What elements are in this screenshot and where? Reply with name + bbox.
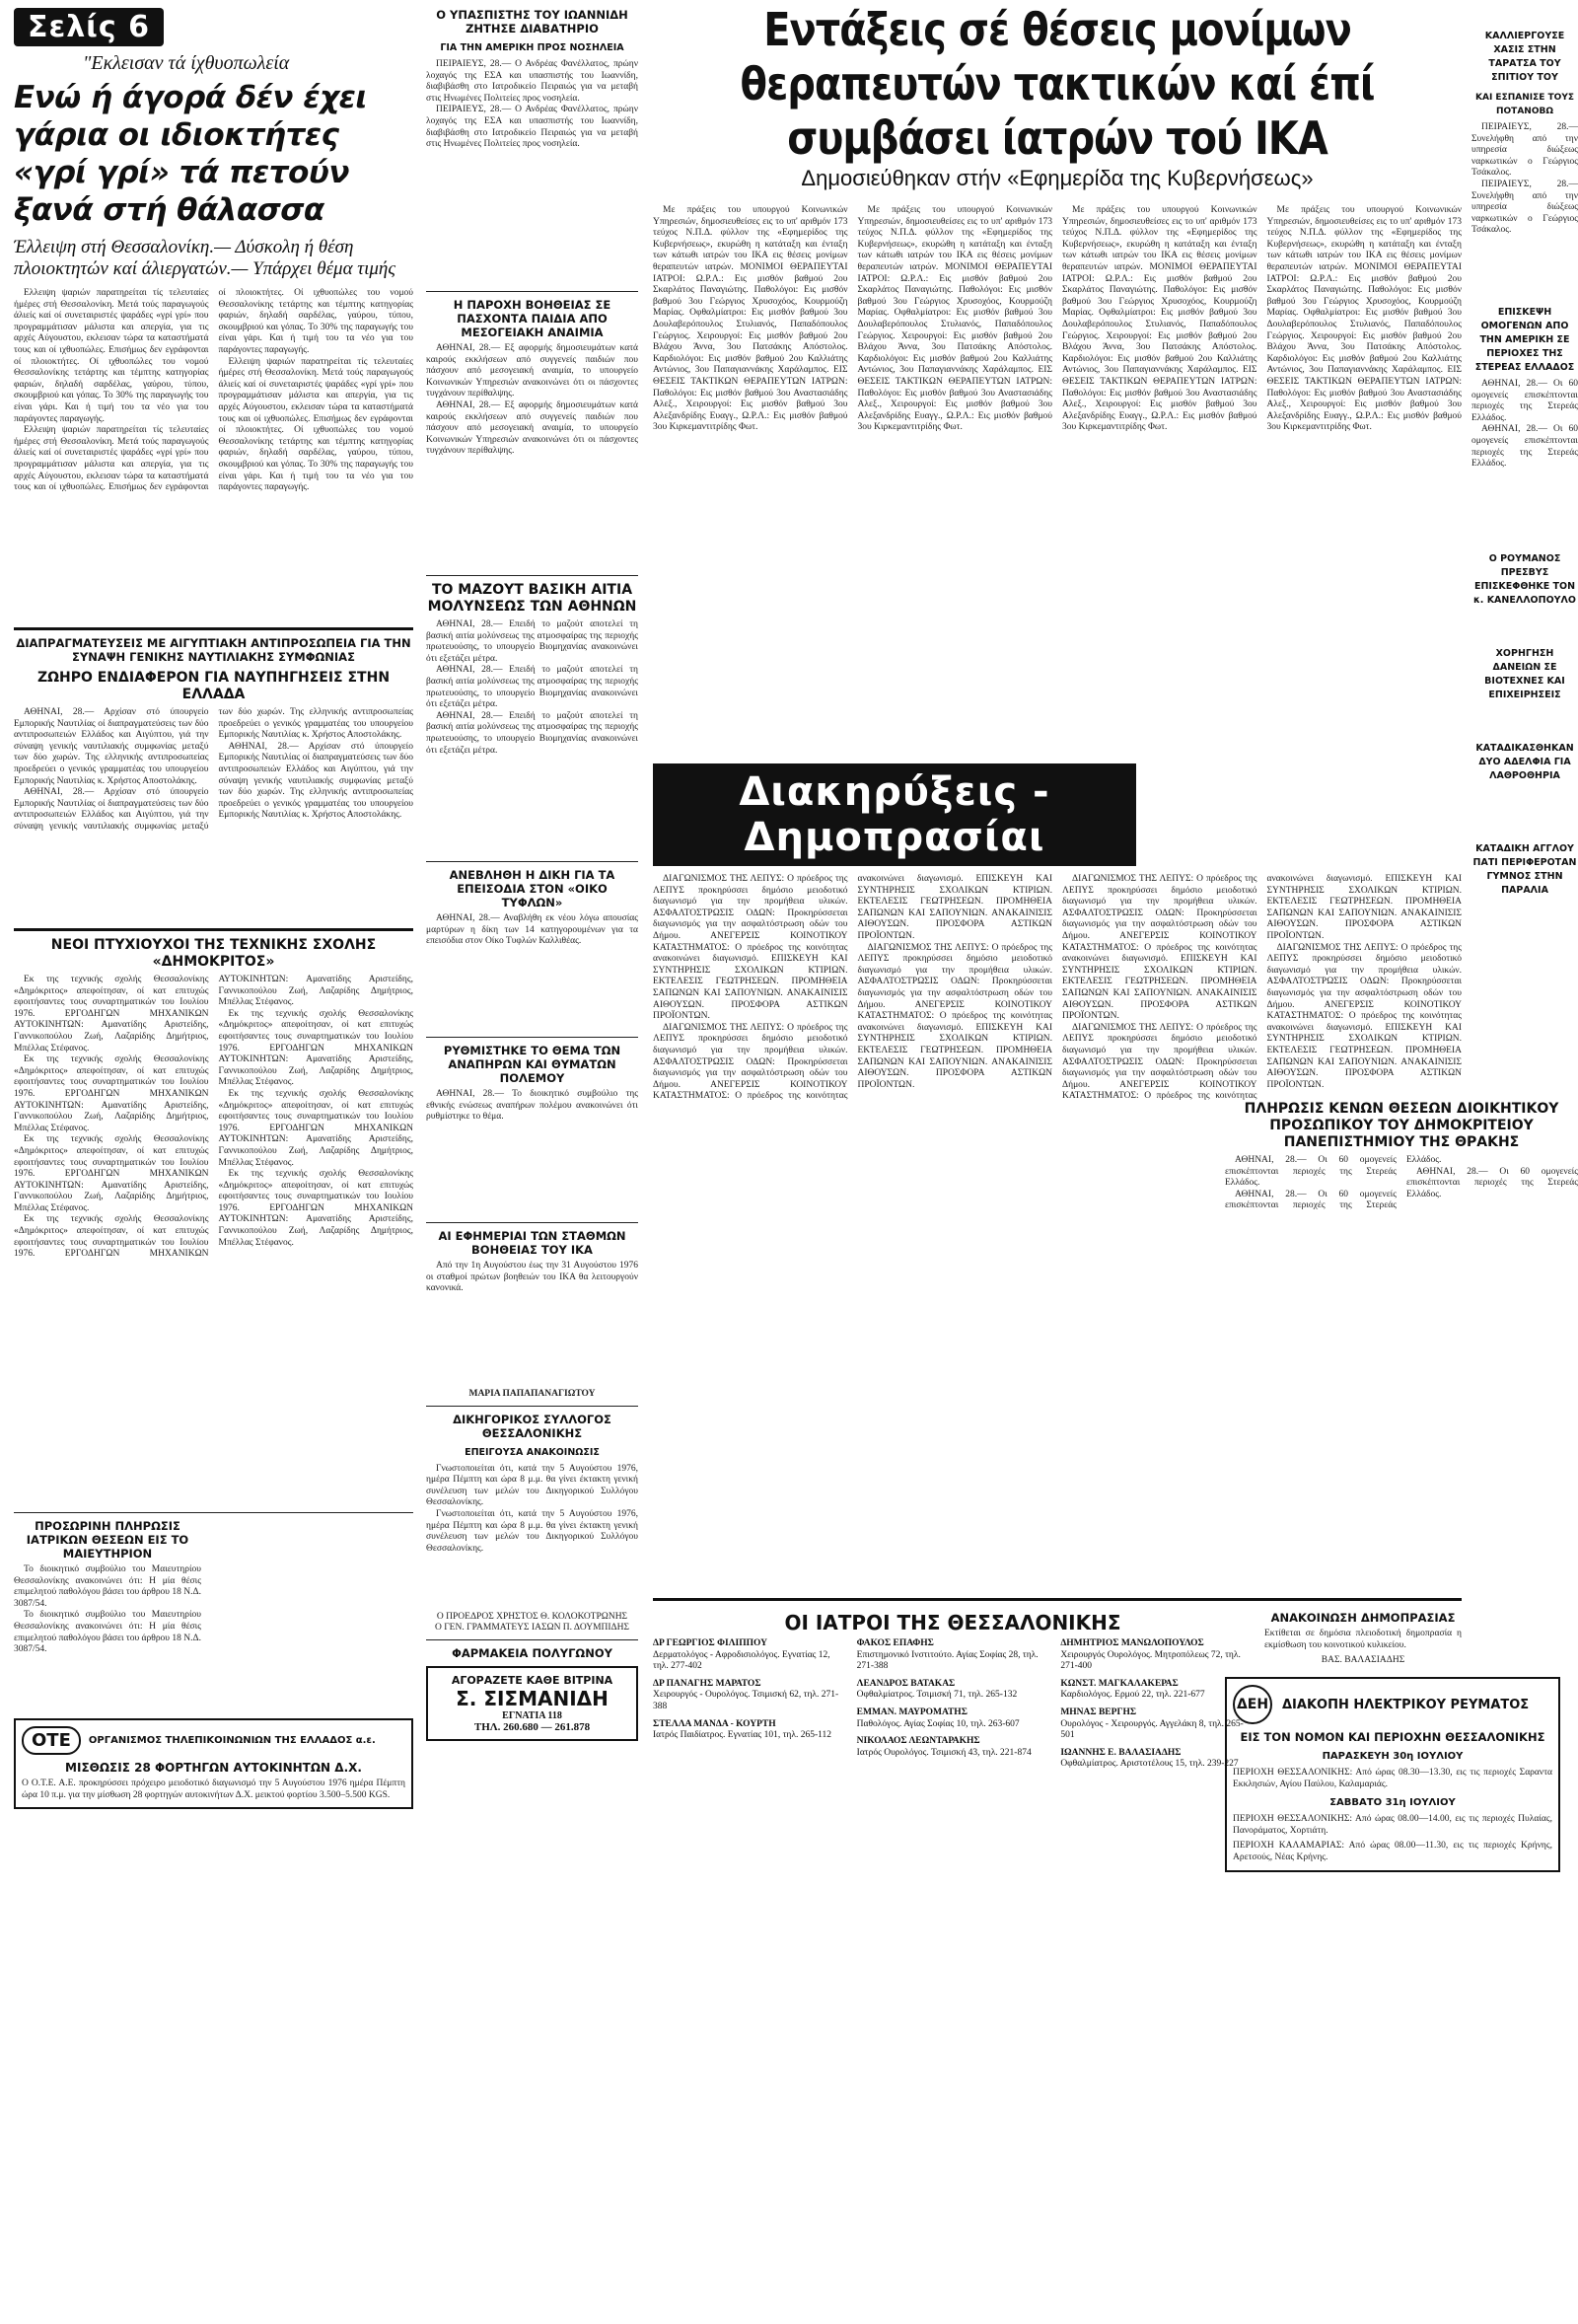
divider: [426, 291, 638, 292]
power-outage-day2: ΣΑΒΒΑΤΟ 31η ΙΟΥΛΙΟΥ: [1329, 1797, 1456, 1809]
doctor-info: Οφθαλμίατρος. Αριστοτέλους 15, τηλ. 239-227: [1060, 1759, 1239, 1770]
ote-logo: ΟΤΕ: [22, 1726, 81, 1755]
graduates-article-body: Εκ της τεχνικής σχολής Θεσσαλονίκης «Δημόκριτος» απεφοίτησαν, οί κατ επιτυχώς εφοιτήσαντες τους συναρτηματικών του Ιουλίου 1976. ΕΡΓΟΔΗΓΩΝ ΜΗΧΑΝΙΚΩΝ ΑΥΤΟΚΙΝΗΤΩΝ: Αμανατίδης Αριστείδης, Γαννικοπούλου Ζωή, Λαζαρίδης Δημήτριος, Μπέλλας Στέφανος. Εκ της τεχνικής σχολής Θεσσαλονίκης «Δημόκριτος» απεφοίτησαν, οί κατ επιτυχώς εφοιτήσαντες τους συναρτηματικών του Ιουλίου 1976. ΕΡΓΟΔΗΓΩΝ ΜΗΧΑΝΙΚΩΝ ΑΥΤΟΚΙΝΗΤΩΝ: Αμανατίδης Αριστείδης, Γαννικοπούλου Ζωή, Λαζαρίδης Δημήτριος, Μπέλλας Στέφανος. Εκ της τεχνικής σχολής Θεσσαλονίκης «Δημόκριτος» απεφοίτησαν, οί κατ επιτυχώς εφοιτήσαντες τους συναρτηματικών του Ιουλίου 1976. ΕΡΓΟΔΗΓΩΝ ΜΗΧΑΝΙΚΩΝ ΑΥΤΟΚΙΝΗΤΩΝ: Αμανατίδης Αριστείδης, Γαννικοπούλου Ζωή, Λαζαρίδης Δημήτριος, Μπέλλας Στέφανος. Εκ της τεχνικής σχολής Θεσσαλονίκης «Δημόκριτος» απεφοίτησαν, οί κατ επιτυχώς εφοιτήσαντες τους συναρτηματικών του Ιουλίου 1976. ΕΡΓΟΔΗΓΩΝ ΜΗΧΑΝΙΚΩΝ ΑΥΤΟΚΙΝΗΤΩΝ: Αμανατίδης Αριστείδης, Γαννικοπούλου Ζωή, Λαζαρίδης Δημήτριος, Μπέλλας Στέφανος. Εκ της τεχνικής σχολής Θεσσαλονίκης «Δημόκριτος» απεφοίτησαν, οί κατ επιτυχώς εφοιτήσαντες τους συναρτηματικών του Ιουλίου 1976. ΕΡΓΟΔΗΓΩΝ ΜΗΧΑΝΙΚΩΝ ΑΥΤΟΚΙΝΗΤΩΝ: Αμανατίδης Αριστείδης, Γαννικοπούλου Ζωή, Λαζαρίδης Δημήτριος, Μπέλλας Στέφανος. Εκ της τεχνικής σχολής Θεσσαλονίκης «Δημόκριτος» απεφοίτησαν, οί κατ επιτυχώς εφοιτήσαντες τους συναρτηματικών του Ιουλίου 1976. ΕΡΓΟΔΗΓΩΝ ΜΗΧΑΝΙΚΩΝ ΑΥΤΟΚΙΝΗΤΩΝ: Αμανατίδης Αριστείδης, Γαννικοπούλου Ζωή, Λαζαρίδης Δημήτριος, Μπέλλας Στέφανος. Εκ της τεχνικής σχολής Θεσσαλονίκης «Δημόκριτος» απεφοίτησαν, οί κατ επιτυχώς εφοιτήσαντες τους συναρτηματικών του Ιουλίου 1976. ΕΡΓΟΔΗΓΩΝ ΜΗΧΑΝΙΚΩΝ ΑΥΤΟΚΙΝΗΤΩΝ: Αμανατίδης Αριστείδης, Γαννικοπούλου Ζωή, Λαζαρίδης Δημήτριος, Μπέλλας Στέφανος.: [14, 975, 413, 1260]
ote-advertisement: [14, 1718, 413, 1809]
doctor-info: Παθολόγος. Αγίας Σοφίας 10, τηλ. 263-607: [856, 1718, 1020, 1729]
egypt-headline: ΔΙΑΠΡΑΓΜΑΤΕΥΣΕΙΣ ΜΕ ΑΙΓΥΠΤΙΑΚΗ ΑΝΤΙΠΡΟΣΩΠΕΙΑ ΓΙΑ ΤΗΝ ΣΥΝΑΨΗ ΓΕΝΙΚΗΣ ΝΑΥΤΙΛΙΑΚΗΣ ΣΥΜΦΩΝΙΑΣ: [16, 636, 411, 664]
divider: [426, 1222, 638, 1223]
doctor-info: Χειρουργός Ουρολόγος. Μητροπόλεως 72, τηλ. 271-400: [1060, 1649, 1241, 1672]
divider: [14, 627, 413, 630]
doctor-name: ΔΡ ΠΑΝΑΓΗΣ ΜΑΡΑΤΟΣ: [653, 1678, 761, 1689]
university-headline: ΠΛΗΡΩΣΙΣ ΚΕΝΩΝ ΘΕΣΕΩΝ ΔΙΟΙΚΗΤΙΚΟΥ ΠΡΟΣΩΠΙΚΟΥ ΤΟΥ ΔΗΜΟΚΡΙΤΕΙΟΥ ΠΑΝΕΠΙΣΤΗΜΙΟΥ ΤΗΣ ΘΡΑΚΗΣ: [1244, 1101, 1559, 1150]
egypt-article-body: ΑΘΗΝΑΙ, 28.— Αρχίσαν στό ύπουργείο Εμπορικής Ναυτιλίας οί διαπραγματεύσεις των δύο αντιπροσωπειών Ελλάδος και Αιγύπτου, γιά την σύναψη γενικής ναυτιλιακής συμφωνίας μεταξύ των δύο χωρών. Της ελληνικής αντιπροσωπείας προεδρεύει ο γενικός γραμματέας του υπουργείου Εμπορικής Ναυτιλίας κ. Χρήστος Αποστολάκης. ΑΘΗΝΑΙ, 28.— Αρχίσαν στό ύπουργείο Εμπορικής Ναυτιλίας οί διαπραγματεύσεις των δύο αντιπροσωπειών Ελλάδος και Αιγύπτου, γιά την σύναψη γενικής ναυτιλιακής συμφωνίας μεταξύ των δύο χωρών. Της ελληνικής αντιπροσωπείας προεδρεύει ο γενικός γραμματέας του υπουργείου Εμπορικής Ναυτιλίας κ. Χρήστος Αποστολάκης. ΑΘΗΝΑΙ, 28.— Αρχίσαν στό ύπουργείο Εμπορικής Ναυτιλίας οί διαπραγματεύσεις των δύο αντιπροσωπειών Ελλάδος και Αιγύπτου, γιά την σύναψη γενικής ναυτιλιακής συμφωνίας μεταξύ των δύο χωρών. Της ελληνικής αντιπροσωπείας προεδρεύει ο γενικός γραμματέας του υπουργείου Εμπορικής Ναυτιλίας κ. Χρήστος Αποστολάκης.: [14, 707, 413, 832]
auction-notice-body: Εκτίθεται σε δημόσια πλειοδοτική δημοπρασία η εκμίσθωση του κοινοτικού κυλικείου.: [1264, 1629, 1462, 1650]
loans-headline: ΧΟΡΗΓΗΣΗ ΔΑΝΕΙΩΝ ΣΕ ΒΙΟΤΕΧΝΕΣ ΚΑΙ ΕΠΙΧΕΙΡΗΣΕΙΣ: [1484, 648, 1565, 700]
power-outage-ad: [1225, 1677, 1560, 1872]
fueloil-headline: ΤΟ ΜΑΖΟΥΤ ΒΑΣΙΚΗ ΑΙΤΙΑ ΜΟΛΥΝΣΕΩΣ ΤΩΝ ΑΘΗΝΩΝ: [427, 582, 637, 615]
doctor-name: ΕΜΜΑΝ. ΜΑΥΡΟΜΑΤΗΣ: [856, 1707, 968, 1717]
divider: [426, 861, 638, 862]
ika-stations-body: Από την 1η Αυγούστου έως την 31 Αυγούστου 1976 οι σταθμοί πρώτων βοηθειών του ΙΚΑ θα λειτουργούν κανονικά.: [426, 1261, 638, 1294]
vitrine-ad-address: ΕΓΝΑΤΙΑ 118: [502, 1709, 562, 1721]
divider: [426, 1639, 638, 1640]
hashish-headline: ΚΑΛΛΙΕΡΓΟΥΣΕ ΧΑΣΙΣ ΣΤΗΝ ΤΑΡΑΤΣΑ ΤΟΥ ΣΠΙΤΙΟΥ ΤΟΥ: [1484, 31, 1565, 83]
ambassador-headline: Ο ΡΟΥΜΑΝΟΣ ΠΡΕΣΒΥΣ ΕΠΙΣΚΕΦΘΗΚΕ ΤΟΝ κ. ΚΑΝΕΛΛΟΠΟΥΛΟ: [1473, 553, 1576, 606]
doctor-info: Ουρολόγος - Χειρουργός. Αγγελάκη 8, τηλ. 265-501: [1060, 1718, 1244, 1741]
blind-trial-headline: ΑΝΕΒΛΗΘΗ Η ΔΙΚΗ ΓΙΑ ΤΑ ΕΠΕΙΣΟΔΙΑ ΣΤΟΝ «ΟΙΚΟ ΤΥΦΛΩΝ»: [449, 868, 615, 909]
university-body: ΑΘΗΝΑΙ, 28.— Οι 60 ομογενείς επισκέπτονται περιοχές της Στερεάς Ελλάδος. ΑΘΗΝΑΙ, 28.— Οι 60 ομογενείς επισκέπτονται περιοχές της Στερεάς Ελλάδος. ΑΘΗΝΑΙ, 28.— Οι 60 ομογενείς επισκέπτονται περιοχές της Στερεάς Ελλάδος.: [1225, 1155, 1578, 1211]
doctor-listing: [653, 1719, 845, 1742]
power-outage-region: ΕΙΣ ΤΟΝ ΝΟΜΟΝ ΚΑΙ ΠΕΡΙΟΧΗΝ ΘΕΣΣΑΛΟΝΙΚΗΣ: [1240, 1730, 1545, 1744]
ika-article-body: Με πράξεις του υπουργού Κοινωνικών Υπηρεσιών, δημοσιευθείσες εις το υπ' αριθμόν 173 τεύχος Ν.Π.Δ. φύλλον της «Εφημερίδος της Κυβερνήσεως», εκυρώθη η κατάταξη και ένταξη των κάτωθι ιατρών του ΙΚΑ εις θέσεις μονίμων θεραπευτών ιατρών. ΜΟΝΙΜΟΙ ΘΕΡΑΠΕΥΤΑΙ ΙΑΤΡΟΙ: Ω.Ρ.Λ.: Εις μισθόν βαθμού 2ου Σκαρλάτος Παναγιώτης. Παθολόγοι: Εις μισθόν βαθμού 3ου Γεώργιος Χρυσοχόος, Κουρμούζη Μαρίας. Οφθαλμίατροι: Εις μισθόν βαθμού 3ου Δουλαβερόπουλος Στυλιανός, Παπαδόπουλος Γεώργιος. Χειρουργοί: Εις μισθόν βαθμού 2ου Βλάχου Άννα, 3ου Πατσάκης Απόστολος. Καρδιολόγοι: Εις μισθόν βαθμού 2ου Καλλιάτης Αντώνιος, 3ου Παπαγιαννάκης Χαράλαμπος. ΕΙΣ ΘΕΣΕΙΣ ΤΑΚΤΙΚΩΝ ΘΕΡΑΠΕΥΤΩΝ ΙΑΤΡΩΝ: Παθολόγοι: Εις μισθόν βαθμού 3ου Αναστασιάδης Αλεξ., Χειρουργοί: Εις μισθόν βαθμού 3ου Αλεξανδρίδης Ευαγγ., Ω.Ρ.Λ.: Εις μισθόν βαθμού 3ου Κιρκεμαντιτρίδης Φωτ. Με πράξεις του υπουργού Κοινωνικών Υπηρεσιών, δημοσιευθείσες εις το υπ' αριθμόν 173 τεύχος Ν.Π.Δ. φύλλον της «Εφημερίδος της Κυβερνήσεως», εκυρώθη η κατάταξη και ένταξη των κάτωθι ιατρών του ΙΚΑ εις θέσεις μονίμων θεραπευτών ιατρών. ΜΟΝΙΜΟΙ ΘΕΡΑΠΕΥΤΑΙ ΙΑΤΡΟΙ: Ω.Ρ.Λ.: Εις μισθόν βαθμού 2ου Σκαρλάτος Παναγιώτης. Παθολόγοι: Εις μισθόν βαθμού 3ου Γεώργιος Χρυσοχόος, Κουρμούζη Μαρίας. Οφθαλμίατροι: Εις μισθόν βαθμού 3ου Δουλαβερόπουλος Στυλιανός, Παπαδόπουλος Γεώργιος. Χειρουργοί: Εις μισθόν βαθμού 2ου Βλάχου Άννα, 3ου Πατσάκης Απόστολος. Καρδιολόγοι: Εις μισθόν βαθμού 2ου Καλλιάτης Αντώνιος, 3ου Παπαγιαννάκης Χαράλαμπος. ΕΙΣ ΘΕΣΕΙΣ ΤΑΚΤΙΚΩΝ ΘΕΡΑΠΕΥΤΩΝ ΙΑΤΡΩΝ: Παθολόγοι: Εις μισθόν βαθμού 3ου Αναστασιάδης Αλεξ., Χειρουργοί: Εις μισθόν βαθμού 3ου Αλεξανδρίδης Ευαγγ., Ω.Ρ.Λ.: Εις μισθόν βαθμού 3ου Κιρκεμαντιτρίδης Φωτ. Με πράξεις του υπουργού Κοινωνικών Υπηρεσιών, δημοσιευθείσες εις το υπ' αριθμόν 173 τεύχος Ν.Π.Δ. φύλλον της «Εφημερίδος της Κυβερνήσεως», εκυρώθη η κατάταξη και ένταξη των κάτωθι ιατρών του ΙΚΑ εις θέσεις μονίμων θεραπευτών ιατρών. ΜΟΝΙΜΟΙ ΘΕΡΑΠΕΥΤΑΙ ΙΑΤΡΟΙ: Ω.Ρ.Λ.: Εις μισθόν βαθμού 2ου Σκαρλάτος Παναγιώτης. Παθολόγοι: Εις μισθόν βαθμού 3ου Γεώργιος Χρυσοχόος, Κουρμούζη Μαρίας. Οφθαλμίατροι: Εις μισθόν βαθμού 3ου Δουλαβερόπουλος Στυλιανός, Παπαδόπουλος Γεώργιος. Χειρουργοί: Εις μισθόν βαθμού 2ου Βλάχου Άννα, 3ου Πατσάκης Απόστολος. Καρδιολόγοι: Εις μισθόν βαθμού 2ου Καλλιάτης Αντώνιος, 3ου Παπαγιαννάκης Χαράλαμπος. ΕΙΣ ΘΕΣΕΙΣ ΤΑΚΤΙΚΩΝ ΘΕΡΑΠΕΥΤΩΝ ΙΑΤΡΩΝ: Παθολόγοι: Εις μισθόν βαθμού 3ου Αναστασιάδης Αλεξ., Χειρουργοί: Εις μισθόν βαθμού 3ου Αλεξανδρίδης Ευαγγ., Ω.Ρ.Λ.: Εις μισθόν βαθμού 3ου Κιρκεμαντιτρίδης Φωτ. Με πράξεις του υπουργού Κοινωνικών Υπηρεσιών, δημοσιευθείσες εις το υπ' αριθμόν 173 τεύχος Ν.Π.Δ. φύλλον της «Εφημερίδος της Κυβερνήσεως», εκυρώθη η κατάταξη και ένταξη των κάτωθι ιατρών του ΙΚΑ εις θέσεις μονίμων θεραπευτών ιατρών. ΜΟΝΙΜΟΙ ΘΕΡΑΠΕΥΤΑΙ ΙΑΤΡΟΙ: Ω.Ρ.Λ.: Εις μισθόν βαθμού 2ου Σκαρλάτος Παναγιώτης. Παθολόγοι: Εις μισθόν βαθμού 3ου Γεώργιος Χρυσοχόος, Κουρμούζη Μαρίας. Οφθαλμίατροι: Εις μισθόν βαθμού 3ου Δουλαβερόπουλος Στυλιανός, Παπαδόπουλος Γεώργιος. Χειρουργοί: Εις μισθόν βαθμού 2ου Βλάχου Άννα, 3ου Πατσάκης Απόστολος. Καρδιολόγοι: Εις μισθόν βαθμού 2ου Καλλιάτης Αντώνιος, 3ου Παπαγιαννάκης Χαράλαμπος. ΕΙΣ ΘΕΣΕΙΣ ΤΑΚΤΙΚΩΝ ΘΕΡΑΠΕΥΤΩΝ ΙΑΤΡΩΝ: Παθολόγοι: Εις μισθόν βαθμού 3ου Αναστασιάδης Αλεξ., Χειρουργοί: Εις μισθόν βαθμού 3ου Αλεξανδρίδης Ευαγγ., Ω.Ρ.Λ.: Εις μισθόν βαθμού 3ου Κιρκεμαντιτρίδης Φωτ.: [653, 205, 1462, 433]
hashish-subheadline: ΚΑΙ ΕΣΠΑΝΙΣΕ ΤΟΥΣ ΠΟΤΑΝΟΒΩ: [1475, 93, 1574, 116]
naked-englishman-headline: ΚΑΤΑΔΙΚΗ ΑΓΓΛΟΥ ΠΑΤΙ ΠΕΡΙΦΕΡΟΤΑΝ ΓΥΜΝΟΣ ΣΤΗΝ ΠΑΡΑΛΙΑ: [1472, 843, 1577, 896]
divider: [653, 1598, 1462, 1601]
ote-ad-body: Ο Ο.Τ.Ε. Α.Ε. προκηρύσσει πρόχειρο μειοδοτικό διαγωνισμό την 5 Αυγούστου 1976 ημέρα Πέμπτη ώρα 10 π.μ. για την μίσθωση 28 φορτηγών αυτοκινήτων Δ.Χ. μεικτού φορτίου 3.500–5.500 KGS.: [22, 1779, 405, 1800]
divider: [426, 575, 638, 576]
auctions-body: ΔΙΑΓΩΝΙΣΜΟΣ ΤΗΣ ΛΕΠΥΣ: Ο πρόεδρος της ΛΕΠΥΣ προκηρύσσει δημόσιο μειοδοτικό διαγωνισμό για την προμήθεια υλικών. ΑΣΦΑΛΤΟΣΤΡΩΣΙΣ ΟΔΩΝ: Προκηρύσσεται διαγωνισμός για την ασφαλτόστρωση οδών του Δήμου. ΑΝΕΓΕΡΣΙΣ ΚΟΙΝΟΤΙΚΟΥ ΚΑΤΑΣΤΗΜΑΤΟΣ: Ο πρόεδρος της κοινότητας ανακοινώνει διαγωνισμό. ΕΠΙΣΚΕΥΗ ΚΑΙ ΣΥΝΤΗΡΗΣΙΣ ΣΧΟΛΙΚΩΝ ΚΤΙΡΙΩΝ. ΕΚΤΕΛΕΣΙΣ ΓΕΩΤΡΗΣΕΩΝ. ΠΡΟΜΗΘΕΙΑ ΣΑΠΩΝΩΝ ΚΑΙ ΣΑΠΟΥΝΙΩΝ. ΑΝΑΚΑΙΝΙΣΙΣ ΑΙΘΟΥΣΩΝ. ΠΡΟΣΦΟΡΑ ΑΣΤΙΚΩΝ ΠΡΟΪΟΝΤΩΝ. ΔΙΑΓΩΝΙΣΜΟΣ ΤΗΣ ΛΕΠΥΣ: Ο πρόεδρος της ΛΕΠΥΣ προκηρύσσει δημόσιο μειοδοτικό διαγωνισμό για την προμήθεια υλικών. ΑΣΦΑΛΤΟΣΤΡΩΣΙΣ ΟΔΩΝ: Προκηρύσσεται διαγωνισμός για την ασφαλτόστρωση οδών του Δήμου. ΑΝΕΓΕΡΣΙΣ ΚΟΙΝΟΤΙΚΟΥ ΚΑΤΑΣΤΗΜΑΤΟΣ: Ο πρόεδρος της κοινότητας ανακοινώνει διαγωνισμό. ΕΠΙΣΚΕΥΗ ΚΑΙ ΣΥΝΤΗΡΗΣΙΣ ΣΧΟΛΙΚΩΝ ΚΤΙΡΙΩΝ. ΕΚΤΕΛΕΣΙΣ ΓΕΩΤΡΗΣΕΩΝ. ΠΡΟΜΗΘΕΙΑ ΣΑΠΩΝΩΝ ΚΑΙ ΣΑΠΟΥΝΙΩΝ. ΑΝΑΚΑΙΝΙΣΙΣ ΑΙΘΟΥΣΩΝ. ΠΡΟΣΦΟΡΑ ΑΣΤΙΚΩΝ ΠΡΟΪΟΝΤΩΝ. ΔΙΑΓΩΝΙΣΜΟΣ ΤΗΣ ΛΕΠΥΣ: Ο πρόεδρος της ΛΕΠΥΣ προκηρύσσει δημόσιο μειοδοτικό διαγωνισμό για την προμήθεια υλικών. ΑΣΦΑΛΤΟΣΤΡΩΣΙΣ ΟΔΩΝ: Προκηρύσσεται διαγωνισμός για την ασφαλτόστρωση οδών του Δήμου. ΑΝΕΓΕΡΣΙΣ ΚΟΙΝΟΤΙΚΟΥ ΚΑΤΑΣΤΗΜΑΤΟΣ: Ο πρόεδρος της κοινότητας ανακοινώνει διαγωνισμό. ΕΠΙΣΚΕΥΗ ΚΑΙ ΣΥΝΤΗΡΗΣΙΣ ΣΧΟΛΙΚΩΝ ΚΤΙΡΙΩΝ. ΕΚΤΕΛΕΣΙΣ ΓΕΩΤΡΗΣΕΩΝ. ΠΡΟΜΗΘΕΙΑ ΣΑΠΩΝΩΝ ΚΑΙ ΣΑΠΟΥΝΙΩΝ. ΑΝΑΚΑΙΝΙΣΙΣ ΑΙΘΟΥΣΩΝ. ΠΡΟΣΦΟΡΑ ΑΣΤΙΚΩΝ ΠΡΟΪΟΝΤΩΝ. ΔΙΑΓΩΝΙΣΜΟΣ ΤΗΣ ΛΕΠΥΣ: Ο πρόεδρος της ΛΕΠΥΣ προκηρύσσει δημόσιο μειοδοτικό διαγωνισμό για την προμήθεια υλικών. ΑΣΦΑΛΤΟΣΤΡΩΣΙΣ ΟΔΩΝ: Προκηρύσσεται διαγωνισμός για την ασφαλτόστρωση οδών του Δήμου. ΑΝΕΓΕΡΣΙΣ ΚΟΙΝΟΤΙΚΟΥ ΚΑΤΑΣΤΗΜΑΤΟΣ: Ο πρόεδρος της κοινότητας ανακοινώνει διαγωνισμό. ΕΠΙΣΚΕΥΗ ΚΑΙ ΣΥΝΤΗΡΗΣΙΣ ΣΧΟΛΙΚΩΝ ΚΤΙΡΙΩΝ. ΕΚΤΕΛΕΣΙΣ ΓΕΩΤΡΗΣΕΩΝ. ΠΡΟΜΗΘΕΙΑ ΣΑΠΩΝΩΝ ΚΑΙ ΣΑΠΟΥΝΙΩΝ. ΑΝΑΚΑΙΝΙΣΙΣ ΑΙΘΟΥΣΩΝ. ΠΡΟΣΦΟΡΑ ΑΣΤΙΚΩΝ ΠΡΟΪΟΝΤΩΝ. ΔΙΑΓΩΝΙΣΜΟΣ ΤΗΣ ΛΕΠΥΣ: Ο πρόεδρος της ΛΕΠΥΣ προκηρύσσει δημόσιο μειοδοτικό διαγωνισμό για την προμήθεια υλικών. ΑΣΦΑΛΤΟΣΤΡΩΣΙΣ ΟΔΩΝ: Προκηρύσσεται διαγωνισμός για την ασφαλτόστρωση οδών του Δήμου. ΑΝΕΓΕΡΣΙΣ ΚΟΙΝΟΤΙΚΟΥ ΚΑΤΑΣΤΗΜΑΤΟΣ: Ο πρόεδρος της κοινότητας ανακοινώνει διαγωνισμό. ΕΠΙΣΚΕΥΗ ΚΑΙ ΣΥΝΤΗΡΗΣΙΣ ΣΧΟΛΙΚΩΝ ΚΤΙΡΙΩΝ. ΕΚΤΕΛΕΣΙΣ ΓΕΩΤΡΗΣΕΩΝ. ΠΡΟΜΗΘΕΙΑ ΣΑΠΩΝΩΝ ΚΑΙ ΣΑΠΟΥΝΙΩΝ. ΑΝΑΚΑΙΝΙΣΙΣ ΑΙΘΟΥΣΩΝ. ΠΡΟΣΦΟΡΑ ΑΣΤΙΚΩΝ ΠΡΟΪΟΝΤΩΝ. ΔΙΑΓΩΝΙΣΜΟΣ ΤΗΣ ΛΕΠΥΣ: Ο πρόεδρος της ΛΕΠΥΣ προκηρύσσει δημόσιο μειοδοτικό διαγωνισμό για την προμήθεια υλικών. ΑΣΦΑΛΤΟΣΤΡΩΣΙΣ ΟΔΩΝ: Προκηρύσσεται διαγωνισμός για την ασφαλτόστρωση οδών του Δήμου. ΑΝΕΓΕΡΣΙΣ ΚΟΙΝΟΤΙΚΟΥ ΚΑΤΑΣΤΗΜΑΤΟΣ: Ο πρόεδρος της κοινότητας ανακοινώνει διαγωνισμό. ΕΠΙΣΚΕΥΗ ΚΑΙ ΣΥΝΤΗΡΗΣΙΣ ΣΧΟΛΙΚΩΝ ΚΤΙΡΙΩΝ. ΕΚΤΕΛΕΣΙΣ ΓΕΩΤΡΗΣΕΩΝ. ΠΡΟΜΗΘΕΙΑ ΣΑΠΩΝΩΝ ΚΑΙ ΣΑΠΟΥΝΙΩΝ. ΑΝΑΚΑΙΝΙΣΙΣ ΑΙΘΟΥΣΩΝ. ΠΡΟΣΦΟΡΑ ΑΣΤΙΚΩΝ ΠΡΟΪΟΝΤΩΝ.: [653, 874, 1462, 1102]
veterans-body: ΑΘΗΝΑΙ, 28.— Το διοικητικό συμβούλιο της εθνικής ενώσεως αναπήρων πολέμου ανακοινώνει ότι ρυθμίστηκε το θέμα.: [426, 1089, 638, 1123]
doctor-info: Ιατρός Ουρολόγος. Τσιμισκή 43, τηλ. 221-874: [856, 1747, 1032, 1758]
doctor-info: Οφθαλμίατρος. Τσιμισκή 71, τηλ. 265-132: [856, 1690, 1018, 1701]
bar-association-headline: ΔΙΚΗΓΟΡΙΚΟΣ ΣΥΛΛΟΓΟΣ ΘΕΣΣΑΛΟΝΙΚΗΣ: [453, 1412, 611, 1440]
adjutant-headline: Ο ΥΠΑΣΠΙΣΤΗΣ ΤΟΥ ΙΩΑΝΝΙΔΗ ΖΗΤΗΣΕ ΔΙΑΒΑΤΗΡΙΟ: [436, 8, 628, 36]
page-number-tag: Σελίς 6: [14, 8, 164, 46]
doctor-listing: [1060, 1679, 1253, 1702]
maternity-body: Το διοικητικό συμβούλιο του Μαιευτηρίου Θεσσαλονίκης ανακοινώνει ότι: Η μία θέσις επιμελητού παθολόγου βάσει του άρθρου 18 Ν.Δ. 3087/54. Το διοικητικό συμβούλιο του Μαιευτηρίου Θεσσαλονίκης ανακοινώνει ότι: Η μία θέσις επιμελητού παθολόγου βάσει του άρθρου 18 Ν.Δ. 3087/54.: [14, 1564, 201, 1655]
doctor-name: ΦΑΚΟΣ ΕΠΑΦΗΣ: [856, 1638, 934, 1648]
doctor-info: Καρδιολόγος. Ερμού 22, τηλ. 221-677: [1060, 1690, 1205, 1701]
doctor-info: Ιατρός Παιδίατρος. Εγνατίας 101, τηλ. 265-112: [653, 1730, 832, 1741]
doctor-listing: [653, 1679, 845, 1713]
ika-main-headline: Εντάξεις σέ θέσεις μονίμων θεραπευτών τακτικών καί έπί συμβάσει ίατρών τού ΙΚΑ: [740, 4, 1375, 166]
column-middle-left: [426, 0, 638, 2324]
doctor-listing: [857, 1679, 1049, 1702]
vitrine-ad-line: ΑΓΟΡΑΖΕΤΕ ΚΑΘΕ ΒΙΤΡΙΝΑ: [451, 1673, 613, 1687]
university-notice: [1225, 1095, 1578, 1352]
vitrine-advertisement: [426, 1666, 638, 1741]
bar-association-president: Ο ΠΡΟΕΔΡΟΣ ΧΡΗΣΤΟΣ Θ. ΚΟΛΟΚΟΤΡΩΝΗΣ: [436, 1611, 628, 1622]
auction-notice-signature: ΒΑΣ. ΒΑΛΑΣΙΑΔΗΣ: [1321, 1655, 1405, 1666]
divider: [426, 1037, 638, 1038]
doctor-listing: [857, 1736, 1049, 1759]
doctor-listing: [1060, 1748, 1253, 1771]
doctor-listing: [1060, 1638, 1253, 1673]
ote-organization: ΟΡΓΑΝΙΣΜΟΣ ΤΗΛΕΠΙΚΟΙΝΩΝΙΩΝ ΤΗΣ ΕΛΛΑΔΟΣ α.ε.: [88, 1735, 376, 1746]
veterans-headline: ΡΥΘΜΙΣΤΗΚΕ ΤΟ ΘΕΜΑ ΤΩΝ ΑΝΑΠΗΡΩΝ ΚΑΙ ΘΥΜΑΤΩΝ ΠΟΛΕΜΟΥ: [443, 1044, 621, 1085]
power-outage-title: ΔΙΑΚΟΠΗ ΗΛΕΚΤΡΙΚΟΥ ΡΕΥΜΑΤΟΣ: [1282, 1697, 1530, 1712]
doctor-name: ΝΙΚΟΛΑΟΣ ΛΕΩΝΤΑΡΑΚΗΣ: [856, 1736, 980, 1747]
doctor-name: ΚΩΝΣΤ. ΜΑΓΚΑΛΑΚΕΡΑΣ: [1060, 1678, 1179, 1689]
doctor-info: Επιστημονικό Ινστιτούτο. Αγίας Σοφίας 28, τηλ. 271-388: [856, 1649, 1039, 1672]
auction-notice-headline: ΑΝΑΚΟΙΝΩΣΗ ΔΗΜΟΠΡΑΣΙΑΣ: [1270, 1611, 1456, 1625]
doctor-name: ΣΤΕΛΛΑ ΜΑΝΔΑ - ΚΟΥΡΤΗ: [653, 1718, 776, 1729]
adjutant-body: ΠΕΙΡΑΙΕΥΣ, 28.— Ο Ανδρέας Φανέλλατος, πρώην λοχαγός της ΕΣΑ και υπασπιστής του Ιωαννίδη, διαβιβάσθη στο Ιατροδικείο Πειραιώς για να μεταβή στις Ηνωμένες Πολιτείες προς νοσηλεία. ΠΕΙΡΑΙΕΥΣ, 28.— Ο Ανδρέας Φανέλλατος, πρώην λοχαγός της ΕΣΑ και υπασπιστής του Ιωαννίδη, διαβιβάσθη στο Ιατροδικείο Πειραιώς για να μεταβή στις Ηνωμένες Πολιτείες προς νοσηλεία.: [426, 59, 638, 150]
auctions-banner: Διακηρύξεις - Δημοπρασίαι: [653, 763, 1136, 866]
expats-body: ΑΘΗΝΑΙ, 28.— Οι 60 ομογενείς επισκέπτονται περιοχές της Στερεάς Ελλάδος. ΑΘΗΝΑΙ, 28.— Οι 60 ομογενείς επισκέπτονται περιοχές της Στερεάς Ελλάδος.: [1471, 379, 1578, 470]
divider: [426, 1406, 638, 1407]
ika-main-subhead: Δημοσιεύθηκαν στήν «Εφημερίδα της Κυβερνήσεως»: [801, 166, 1314, 190]
bar-association-subheadline: ΕΠΕΙΓΟΥΣΑ ΑΝΑΚΟΙΝΩΣΙΣ: [465, 1446, 600, 1458]
egypt-subheadline: ΖΩΗΡΟ ΕΝΔΙΑΦΕΡΟΝ ΓΙΑ ΝΑΥΠΗΓΗΣΕΙΣ ΣΤΗΝ ΕΛΛΑΔΑ: [36, 670, 391, 702]
deh-logo: ΔΕΗ: [1233, 1685, 1272, 1724]
bar-association-body: Γνωστοποιείται ότι, κατά την 5 Αυγούστου 1976, ημέρα Πέμπτη και ώρα 8 μ.μ. θα γίνει έκτακτη γενική συνέλευση των μελών του Δικηγορικού Συλλόγου Θεσσαλονίκης. Γνωστοποιείται ότι, κατά την 5 Αυγούστου 1976, ημέρα Πέμπτη και ώρα 8 μ.μ. θα γίνει έκτακτη γενική συνέλευση των μελών του Δικηγορικού Συλλόγου Θεσσαλονίκης.: [426, 1463, 638, 1554]
vitrine-ad-phone: ΤΗΛ. 260.680 — 261.878: [473, 1720, 591, 1733]
divider: [14, 1512, 413, 1513]
fish-subhead: Έλλειψη στή Θεσσαλονίκη.— Δύσκολη ή θέση πλοιοκτητών καί άλιεργατών.— Υπάρχει θέμα τιμής: [14, 237, 396, 279]
vitrine-ad-name: Σ. ΣΙΣΜΑΝΙΔΗ: [456, 1686, 609, 1710]
hashish-body: ΠΕΙΡΑΙΕΥΣ, 28.— Συνελήφθη από την υπηρεσία διώξεως ναρκωτικών ο Γεώργιος Τσάκαλος. ΠΕΙΡΑΙΕΥΣ, 28.— Συνελήφθη από την υπηρεσία διώξεως ναρκωτικών ο Γεώργιος Τσάκαλος.: [1471, 122, 1578, 236]
doctor-name: ΔΗΜΗΤΡΙΟΣ ΜΑΝΩΛΟΠΟΥΛΟΣ: [1060, 1638, 1204, 1648]
anemia-body: ΑΘΗΝΑΙ, 28.— Εξ αφορμής δημοσιευμάτων κατά καιρούς εκκλήσεων από συγγενείς παιδιών που πάσχουν από μεσογειακή αναιμία, το υπουργείο Κοινωνικών Υπηρεσιών ανακοινώνει ότι οι πάσχοντες τυγχάνουν περίθαλψης. ΑΘΗΝΑΙ, 28.— Εξ αφορμής δημοσιευμάτων κατά καιρούς εκκλήσεων από συγγενείς παιδιών που πάσχουν από μεσογειακή αναιμία, το υπουργείο Κοινωνικών Υπηρεσιών ανακοινώνει ότι οι πάσχοντες τυγχάνουν περίθαλψης.: [426, 343, 638, 457]
bar-association-secretary: Ο ΓΕΝ. ΓΡΑΜΜΑΤΕΥΣ ΙΑΣΩΝ Π. ΔΟΥΜΠΙΔΗΣ: [434, 1623, 630, 1634]
fish-headline: Ενώ ή άγορά δέν έχει γάρια οι ιδιοκτήτες «γρί γρί» τά πετούν ξανά στή θάλασσα: [14, 80, 367, 228]
graduates-headline: ΝΕΟΙ ΠΤΥΧΙΟΥΧΟΙ ΤΗΣ ΤΕΧΝΙΚΗΣ ΣΧΟΛΗΣ «ΔΗΜΟΚΡΙΤΟΣ»: [50, 937, 377, 970]
power-outage-day2-body-2: ΠΕΡΙΟΧΗ ΚΑΛΑΜΑΡΙΑΣ: Από ώρας 08.00—11.30, εις τις περιοχές Κρήνης, Αρετσούς, Νέας Κρήνης.: [1233, 1841, 1552, 1862]
doctor-listing: [1060, 1707, 1253, 1742]
column-right: [1471, 0, 1578, 986]
doctor-name: ΛΕΑΝΔΡΟΣ ΒΑΤΑΚΑΣ: [856, 1678, 956, 1689]
doctors-section: [653, 1605, 1253, 1771]
doctor-info: Δερματολόγος - Αφροδισιολόγος. Εγνατίας 12, τηλ. 277-402: [653, 1649, 830, 1672]
doctor-listing: [857, 1707, 1049, 1730]
divider: [14, 928, 413, 931]
power-outage-day1: ΠΑΡΑΣΚΕΥΗ 30η ΙΟΥΛΙΟΥ: [1322, 1751, 1464, 1762]
power-outage-day2-body: ΠΕΡΙΟΧΗ ΘΕΣΣΑΛΟΝΙΚΗΣ: Από ώρας 08.00—14.00, εις τις περιοχές Πυλαίας, Πανοράματος, Χορτιάτη.: [1233, 1814, 1552, 1836]
ote-ad-title: ΜΙΣΘΩΣΙΣ 28 ΦΟΡΤΗΓΩΝ ΑΥΤΟΚΙΝΗΤΩΝ Δ.Χ.: [65, 1761, 362, 1775]
maternity-headline: ΠΡΟΣΩΡΙΝΗ ΠΛΗΡΩΣΙΣ ΙΑΤΡΙΚΩΝ ΘΕΣΕΩΝ ΕΙΣ ΤΟ ΜΑΙΕΥΤΗΡΙΟΝ: [26, 1519, 189, 1561]
pharmacy-headline: ΦΑΡΜΑΚΕΙΑ ΠΟΛΥΓΩΝΟΥ: [452, 1645, 612, 1660]
ika-stations-headline: ΑΙ ΕΦΗΜΕΡΙΑΙ ΤΩΝ ΣΤΑΘΜΩΝ ΒΟΗΘΕΙΑΣ ΤΟΥ ΙΚΑ: [438, 1229, 626, 1257]
article-kicker: "Εκλεισαν τά ίχθυοπωλεία: [83, 52, 290, 74]
doctor-name: ΜΗΝΑΣ ΒΕΡΓΗΣ: [1060, 1707, 1137, 1717]
blind-trial-body: ΑΘΗΝΑΙ, 28.— Αναβλήθη εκ νέου λόγω απουσίας μαρτύρων η δίκη των 14 κατηγορουμένων για τα επεισόδια στον Οίκο Τυφλών Καλλιθέας.: [426, 913, 638, 947]
expats-headline: ΕΠΙΣΚΕΨΗ ΟΜΟΓΕΝΩΝ ΑΠΟ ΤΗΝ ΑΜΕΡΙΚΗ ΣΕ ΠΕΡΙΟΧΕΣ ΤΗΣ ΣΤΕΡΕΑΣ ΕΛΛΑΔΟΣ: [1474, 307, 1575, 373]
doctor-name: ΔΡ ΓΕΩΡΓΙΟΣ ΦΙΛΙΠΠΟΥ: [653, 1638, 767, 1648]
doctor-listing: [653, 1638, 845, 1673]
ika-stations-signature: ΜΑΡΙΑ ΠΑΠΑΠΑΝΑΓΙΩΤΟΥ: [468, 1389, 596, 1399]
doctor-name: ΙΩΑΝΝΗΣ Ε. ΒΑΛΑΣΙΑΔΗΣ: [1060, 1747, 1182, 1758]
doctors-list: [653, 1638, 1253, 1771]
poaching-headline: ΚΑΤΑΔΙΚΑΣΘΗΚΑΝ ΔΥΟ ΑΔΕΛΦΙΑ ΓΙΑ ΛΑΘΡΟΘΗΡΙΑ: [1475, 743, 1574, 781]
anemia-headline: Η ΠΑΡΟΧΗ ΒΟΗΘΕΙΑΣ ΣΕ ΠΑΣΧΟΝΤΑ ΠΑΙΔΙΑ ΑΠΟ ΜΕΣΟΓΕΙΑΚΗ ΑΝΑΙΜΙΑ: [453, 298, 611, 339]
doctors-headline: ΟΙ ΙΑΤΡΟΙ ΤΗΣ ΘΕΣΣΑΛΟΝΙΚΗΣ: [784, 1611, 1121, 1634]
fish-article-body: Ελλειψη ψαριών παρατηρείται τίς τελευταίες ήμέρες στή Θεσσαλονίκη. Μετά τούς παραγωγούς άλιείς καί οί συνεταιριστές ψαράδες «γρί γρί» που προγραμμάτισαν μάλιστα και απεργία, για τις αρχές Αύγουστου, εκλεισαν τώρα τα καταστήματά τους και οί ιχθυοπώλες. Επισήμως δεν εγράφονται οί πλοιοκτήτες. Οί ιχθυοπώλες του νομού Θεσσαλονίκης τετάρτης και τέμπτης κατηγορίας φαριών, δηλαδή σαρδέλας, γαύρου, τύπου, σκουμβριού και γόπας. Το 30% της παραγωγής του είναι γάρι. Και ή τιμή του τα νέο για του παράγοντες παραγωγής. Ελλειψη ψαριών παρατηρείται τίς τελευταίες ήμέρες στή Θεσσαλονίκη. Μετά τούς παραγωγούς άλιείς καί οί συνεταιριστές ψαράδες «γρί γρί» που προγραμμάτισαν μάλιστα και απεργία, για τις αρχές Αύγουστου, εκλεισαν τώρα τα καταστήματά τους και οί ιχθυοπώλες. Επισήμως δεν εγράφονται οί πλοιοκτήτες. Οί ιχθυοπώλες του νομού Θεσσαλονίκης τετάρτης και τέμπτης κατηγορίας φαριών, δηλαδή σαρδέλας, γαύρου, τύπου, σκουμβριού και γόπας. Το 30% της παραγωγής του είναι γάρι. Και ή τιμή του τα νέο για του παράγοντες παραγωγής. Ελλειψη ψαριών παρατηρείται τίς τελευταίες ήμέρες στή Θεσσαλονίκη. Μετά τούς παραγωγούς άλιείς καί οί συνεταιριστές ψαράδες «γρί γρί» που προγραμμάτισαν μάλιστα και απεργία, για τις αρχές Αύγουστου, εκλεισαν τώρα τα καταστήματά τους και οί ιχθυοπώλες. Επισήμως δεν εγράφονται οί πλοιοκτήτες. Οί ιχθυοπώλες του νομού Θεσσαλονίκης τετάρτης και τέμπτης κατηγορίας φαριών, δηλαδή σαρδέλας, γαύρου, τύπου, σκουμβριού και γόπας. Το 30% της παραγωγής του είναι γάρι. Και ή τιμή του τα νέο για του παράγοντες παραγωγής.: [14, 288, 413, 493]
doctor-listing: [857, 1638, 1049, 1673]
doctor-info: Χειρουργός - Ουρολόγος. Τσιμισκή 62, τηλ. 271-388: [653, 1690, 839, 1711]
column-left: [14, 0, 413, 2324]
adjutant-subheadline: ΓΙΑ ΤΗΝ ΑΜΕΡΙΚΗ ΠΡΟΣ ΝΟΣΗΛΕΙΑ: [440, 42, 624, 53]
power-outage-day1-body: ΠΕΡΙΟΧΗ ΘΕΣΣΑΛΟΝΙΚΗΣ: Από ώρας 08.30—13.30, εις τις περιοχές Σαραντα Εκκλησιών, Αγίου Παύλου, Καλαμαριάς.: [1233, 1768, 1552, 1789]
maternity-notice: [14, 1519, 201, 1712]
fueloil-body: ΑΘΗΝΑΙ, 28.— Επειδή το μαζούτ αποτελεί τη βασική αιτία μολύνσεως της ατμοσφαίρας της περιοχής πρωτευούσης, το υπουργείο Βιομηχανίας ανακοινώνει ότι εξετάζει μέτρα. ΑΘΗΝΑΙ, 28.— Επειδή το μαζούτ αποτελεί τη βασική αιτία μολύνσεως της ατμοσφαίρας της περιοχής πρωτευούσης, το υπουργείο Βιομηχανίας ανακοινώνει ότι εξετάζει μέτρα. ΑΘΗΝΑΙ, 28.— Επειδή το μαζούτ αποτελεί τη βασική αιτία μολύνσεως της ατμοσφαίρας της περιοχής πρωτευούσης, το υπουργείο Βιομηχανίας ανακοινώνει ότι εξετάζει μέτρα.: [426, 619, 638, 756]
